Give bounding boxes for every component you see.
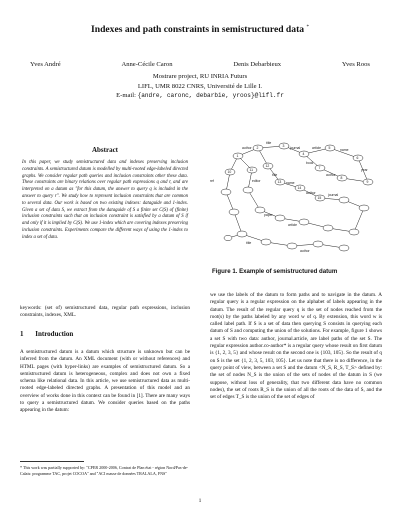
title-text: Indexes and path constraints in semistructured data bbox=[91, 24, 305, 35]
affiliation-lab: LIFL, UMR 8022 CNRS, Université de Lille I. bbox=[137, 82, 263, 90]
abstract-text: In this paper, we study semistructured data and indexes preserving inclusion constraints. A semistructured datum is modelled by multi-rooted edge-labeled directed graphs. We consider regular path queries and inclusion constraints other these data. These constraints are binary relations over regular path expressions q and r, and are interpreted on a datum as "for this datum, the answer to query q is included in the answer to query r". We study how to represent inclusion constraints that are common to several data. Our work is based on two existing indexes: dataguide and 1-index. Given a set of data S, we extract from the dataguide of S a finite set C(S) of (finite) inclusion constraints such that an inclusion constraint is satisfied by a datum of S if and only if it is implied by C(S). We use 1-index which are covering indexes preserving inclusion constraints. Experiments compare the different ways of using the 1-index to index a set of data. bbox=[22, 160, 188, 240]
affiliation bbox=[0, 72, 400, 101]
footnote: * This work was partially supported by: "CPER 2000-2006, Contrat de Plan état - région Nord/Pas-de-Calais: programme TAC, projet COCOA" and "ACI masse de données TRALALA, FNS" bbox=[20, 465, 189, 476]
edge-label: journal bbox=[290, 146, 301, 150]
graph-nodes bbox=[221, 143, 373, 251]
node-number: 1 bbox=[236, 154, 239, 158]
edge-label: year bbox=[361, 168, 368, 172]
edge-label: paper bbox=[264, 213, 273, 217]
edge-label: journal bbox=[328, 193, 339, 197]
node-number: 10 bbox=[227, 170, 232, 174]
node-number: 7 bbox=[318, 166, 321, 170]
graph-edges bbox=[226, 146, 368, 248]
node-number: 11 bbox=[249, 168, 254, 172]
edge-label: article bbox=[288, 223, 298, 227]
author-4: Yves Roos bbox=[341, 61, 370, 68]
section-number: 1 bbox=[20, 330, 24, 338]
node-number: 5 bbox=[328, 146, 331, 150]
edge-label: ref bbox=[210, 179, 214, 183]
edge-label: author bbox=[326, 173, 336, 177]
node-number: 14 bbox=[297, 186, 302, 190]
node-number: 12 bbox=[265, 164, 270, 168]
paper-title bbox=[0, 24, 400, 35]
edge-label: editor bbox=[252, 179, 261, 183]
edge-label: title bbox=[266, 141, 272, 145]
semistructured-graph-figure bbox=[208, 138, 384, 260]
affiliation-project: Mostrare project, RU INRIA Futurs bbox=[152, 73, 248, 80]
node-number: 8 bbox=[340, 176, 343, 180]
footnote-divider bbox=[20, 461, 84, 462]
node-number: 3 bbox=[282, 144, 285, 148]
node-number: 15 bbox=[317, 196, 322, 200]
affiliation-email-line bbox=[0, 91, 400, 101]
edge-label: author bbox=[242, 146, 252, 150]
author-3: Denis Debarbieux bbox=[233, 61, 282, 68]
right-column-text: we use the labels of the datum to form paths and to navigate in the datum. A regular query is a regular expression on the alphabet of labels appearing in the datum. The result of the regular query q is the set of nodes reached from the root(s) by the paths labeled by any word w of q. By extension, this word w is called label path. If S is a set of data then querying S consists in querying each datum of S and computing the union of the solutions. For example, figure 1 shows a set S with two data: author, journal.article, are label paths of the set S. The regular expression author.co-author* is a regular query whose result on first datum is {1, 2, 3, 5} and whose result on the second one is {103, 105}. So the result of q on S is the set {1, 2, 3, 5, 103, 105}. Let us note that there is no difference, in the query point of view, between a set S and the datum <N_S, R_S, T_S> defined by: the set of nodes N_S is the union of the sets of nodes of the datum in S (we suppose, without loss of generality, that two different data have no common nodes), the set of roots R_S is the union of all the roots of the data of S, and the set of edges T_S is the union of the set of edges of bbox=[210, 292, 382, 401]
section-heading bbox=[20, 330, 73, 338]
edge-label: book bbox=[306, 161, 314, 165]
author-list bbox=[30, 61, 370, 68]
node-number: 2 bbox=[256, 146, 259, 150]
node-number: 9 bbox=[366, 180, 369, 184]
email-address[interactable]: {andre, caronc, debarbie, yroos}@lifl.fr bbox=[137, 92, 284, 99]
section-title: Introduction bbox=[35, 330, 74, 338]
node-number: 4 bbox=[302, 152, 305, 156]
keywords: keywords: (set of) semistructured data, regular path expressions, inclusion constraints, indexes, XML. bbox=[20, 305, 190, 319]
email-label: E-mail: bbox=[116, 92, 136, 99]
page-number: 1 bbox=[198, 498, 202, 504]
node-number: 6 bbox=[356, 156, 359, 160]
title-footnote-mark: * bbox=[306, 24, 309, 30]
edge-label: name bbox=[340, 148, 349, 152]
figure-caption: Figure 1. Example of semistructured datum bbox=[212, 268, 338, 275]
author-2: Anne-Cécile Caron bbox=[121, 61, 173, 68]
author-1: Yves André bbox=[30, 61, 61, 68]
node-number: 13 bbox=[277, 180, 282, 184]
edge-label: author bbox=[306, 191, 316, 195]
edge-label: title bbox=[246, 241, 252, 245]
abstract-heading: Abstract bbox=[91, 146, 119, 154]
intro-paragraph: A semistructured datum is a datum which structure is unknown but can be inferred from the datum. An XML document (with or without references) and HTML pages (with hyper-links) are examples of semistructured datum. So a semistructured datum is heterogeneous, complex and does not own a fixed schema like relational data. In this article, we use semistructured data as multi-rooted edge-labeled directed graphs. A presentation of this model and an overview of works done in this context can be found in [1]. There are many ways to query a semistructured datum. We consider queries based on the paths appearing in the datum: bbox=[20, 349, 190, 414]
edge-label: name bbox=[286, 181, 295, 185]
edge-label: author bbox=[300, 249, 310, 253]
edge-label: article bbox=[312, 146, 322, 150]
edge-label: title bbox=[272, 173, 278, 177]
